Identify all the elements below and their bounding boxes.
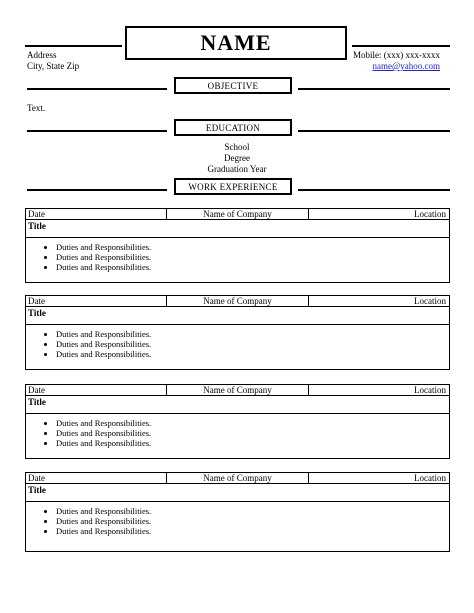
job-header-row: [26, 296, 449, 307]
duty-item: • Duties and Responsibilities.: [56, 438, 449, 448]
duty-item: • Duties and Responsibilities.: [56, 349, 449, 359]
duties-list: [26, 506, 449, 536]
duty-item: • Duties and Responsibilities.: [56, 516, 449, 526]
job-header-row: [26, 209, 449, 220]
job-date: Date: [26, 385, 167, 395]
job-company: Name of Company: [167, 209, 309, 219]
education-left-rule: [27, 130, 167, 132]
duty-item: • Duties and Responsibilities.: [56, 428, 449, 438]
job-company: Name of Company: [167, 296, 309, 306]
job-title: Title: [26, 220, 449, 238]
header-right-rule: [352, 45, 450, 47]
job-location: Location: [414, 385, 446, 395]
job-company: Name of Company: [167, 385, 309, 395]
job-header-row: [26, 385, 449, 396]
contact-block: [353, 50, 440, 72]
duty-item: • Duties and Responsibilities.: [56, 339, 449, 349]
name-box: [125, 26, 347, 60]
work-left-rule: [27, 189, 167, 191]
job-entry: [25, 295, 450, 370]
job-date: Date: [26, 296, 167, 306]
address: Address: [27, 50, 57, 60]
education-heading: EDUCATION: [205, 122, 261, 133]
duty-item: • Duties and Responsibilities.: [56, 242, 449, 252]
graduation-year: Graduation Year: [207, 164, 267, 174]
job-entry: [25, 384, 450, 459]
duties-list: [26, 242, 449, 272]
city-state-zip: City, State Zip: [27, 61, 80, 71]
duty-item: • Duties and Responsibilities.: [56, 262, 449, 272]
work-heading-box: [174, 178, 292, 195]
job-location: Location: [414, 473, 446, 483]
objective-left-rule: [27, 88, 167, 90]
objective-heading: OBJECTIVE: [207, 80, 259, 91]
objective-heading-box: [174, 77, 292, 94]
address-block: [27, 50, 79, 72]
objective-text: Text.: [27, 103, 46, 113]
job-header-row: [26, 473, 449, 484]
job-date: Date: [26, 209, 167, 219]
education-details: [174, 142, 300, 175]
duty-item: • Duties and Responsibilities.: [56, 252, 449, 262]
job-date: Date: [26, 473, 167, 483]
job-title: Title: [26, 396, 449, 414]
duties-list: [26, 418, 449, 448]
job-location: Location: [414, 209, 446, 219]
school: School: [224, 142, 250, 152]
job-title: Title: [26, 484, 449, 502]
work-experience-heading: WORK EXPERIENCE: [188, 181, 278, 192]
duty-item: • Duties and Responsibilities.: [56, 526, 449, 536]
education-right-rule: [298, 130, 450, 132]
email-link[interactable]: name@yahoo.com: [372, 61, 440, 71]
duty-item: • Duties and Responsibilities.: [56, 329, 449, 339]
degree: Degree: [224, 153, 250, 163]
header-left-rule: [25, 45, 122, 47]
job-title: Title: [26, 307, 449, 325]
duties-list: [26, 329, 449, 359]
objective-right-rule: [298, 88, 450, 90]
duty-item: • Duties and Responsibilities.: [56, 506, 449, 516]
job-entry: [25, 472, 450, 552]
job-company: Name of Company: [167, 473, 309, 483]
resume-name: NAME: [200, 30, 272, 55]
mobile: Mobile: (xxx) xxx-xxxx: [353, 50, 440, 60]
duty-item: • Duties and Responsibilities.: [56, 418, 449, 428]
job-location: Location: [414, 296, 446, 306]
work-right-rule: [298, 189, 450, 191]
job-entry: [25, 208, 450, 283]
education-heading-box: [174, 119, 292, 136]
